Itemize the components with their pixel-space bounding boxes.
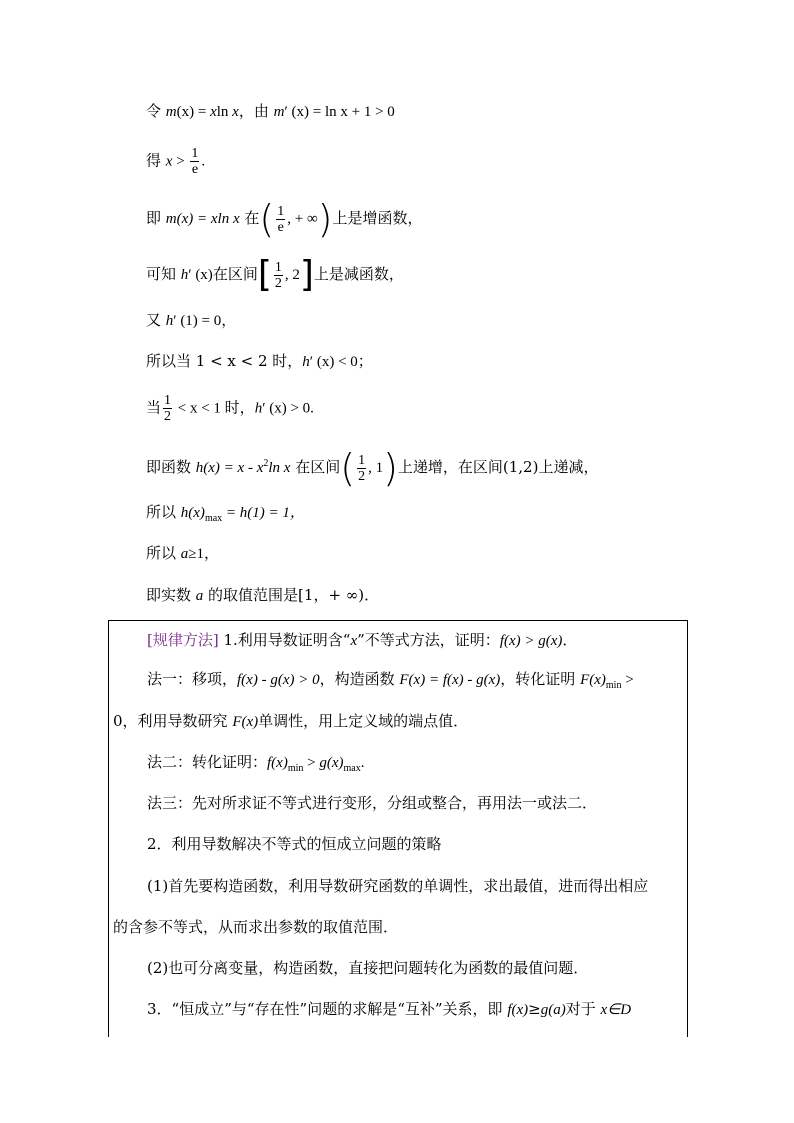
var-x: x — [350, 633, 358, 649]
method-line-5 — [147, 793, 597, 813]
text: 对于 — [565, 1000, 601, 1018]
fraction — [274, 260, 283, 291]
expression: f(x) > g(x) — [499, 633, 563, 649]
text: (x) = ln x + 1 > 0 — [287, 104, 395, 120]
text: (x) = — [176, 104, 211, 120]
left-paren: ( — [340, 446, 356, 490]
var-x: x — [165, 153, 173, 170]
right-paren: ) — [383, 446, 398, 490]
method-line-4 — [147, 752, 365, 779]
method-line-6 — [147, 834, 442, 854]
left-paren: ( — [259, 197, 275, 241]
text: ≥ — [528, 1000, 541, 1018]
solution-line-11 — [146, 585, 379, 606]
text: ，由 — [238, 102, 274, 120]
text: ”不等式方法，证明： — [357, 631, 500, 649]
subscript: min — [287, 763, 304, 774]
prime: ′ — [284, 104, 288, 120]
text: 的取值范围是[1，+ ∞)． — [203, 586, 380, 604]
prime: ′ — [309, 354, 314, 370]
var-a: a — [180, 546, 189, 562]
expression: h(x) = x - x — [195, 460, 264, 476]
fraction — [163, 393, 172, 424]
text: 单调性，用上定义域的端点值． — [258, 712, 469, 730]
text: , 2 — [284, 267, 300, 283]
method-line-9 — [147, 958, 588, 978]
text: > — [621, 672, 634, 688]
text: 即函数 — [146, 458, 196, 476]
text: 上是减函数， — [313, 265, 404, 283]
expression: h(x) — [180, 505, 205, 521]
prime: ′ — [173, 313, 177, 329]
text: 在区间 — [212, 265, 258, 283]
text: 3．“恒成立”与“存在性”问题的求解是“互补”关系，即 — [147, 1000, 508, 1018]
expression: m(x) = xln x — [165, 211, 240, 227]
solution-line-7 — [146, 393, 314, 424]
numerator: 1 — [358, 452, 366, 468]
numerator: 1 — [277, 203, 285, 219]
var-x: x — [232, 104, 239, 120]
text: , 1 — [368, 460, 384, 476]
method-line-2 — [147, 669, 634, 696]
text: 的含参不等式，从而求出参数的取值范围． — [113, 918, 399, 936]
solution-line-8 — [146, 446, 599, 490]
right-paren: ) — [317, 197, 333, 241]
text: 所以 — [146, 544, 181, 562]
subscript: max — [204, 513, 223, 524]
method-line-7 — [147, 876, 648, 896]
right-bracket: ] — [299, 254, 314, 295]
text: . — [360, 755, 365, 771]
solution-line-4 — [146, 256, 404, 294]
text: 得 — [146, 151, 166, 170]
text: (1)首先要构造函数，利用导数研究函数的单调性，求出最值，进而得出相应 — [147, 877, 649, 895]
subscript: max — [343, 763, 361, 774]
subscript: min — [605, 680, 622, 691]
solution-line-10 — [146, 543, 219, 564]
expression: f(x) — [507, 1002, 529, 1018]
text: ． — [562, 631, 578, 649]
denominator: e — [191, 162, 199, 177]
var-x: x — [600, 1002, 608, 1018]
solution-line-1 — [146, 101, 395, 122]
solution-line-2 — [146, 146, 205, 177]
fraction — [357, 453, 366, 484]
text: 又 — [146, 311, 166, 329]
text: 法二：转化证明： — [147, 753, 268, 771]
text: 在 — [239, 209, 260, 227]
text: 当 — [146, 398, 162, 417]
text: ，构造函数 — [319, 670, 400, 688]
var-h: h — [165, 313, 174, 329]
expression: F(x) = f(x) - g(x) — [399, 672, 501, 688]
expression: = h(1) = 1， — [222, 505, 305, 521]
var-h: h — [302, 354, 310, 370]
text: (x) — [191, 267, 213, 283]
solution-line-3 — [146, 197, 423, 241]
denominator: 2 — [164, 409, 172, 424]
text: 令 — [146, 102, 166, 120]
expression: f(x) - g(x) > 0 — [237, 672, 320, 688]
var-x: x — [210, 104, 217, 120]
text: 即 — [146, 209, 166, 227]
text: ，转化证明 — [500, 670, 581, 688]
text: ≥1， — [188, 546, 220, 562]
method-line-3 — [113, 711, 468, 732]
left-bracket: [ — [257, 254, 272, 295]
text: 法三：先对所求证不等式进行变形，分组或整合，再用法一或法二． — [147, 794, 598, 812]
denominator: 2 — [274, 275, 282, 291]
var-m: m — [273, 104, 285, 120]
expression: ln x — [268, 460, 291, 476]
text: 上递增，在区间(1,2)上递减， — [397, 458, 599, 476]
solution-line-5 — [146, 310, 236, 331]
text: , + ∞ — [287, 211, 318, 227]
expression: g(a) — [540, 1002, 566, 1018]
solution-line-6 — [146, 351, 373, 372]
text: < x < 1 时， — [174, 400, 255, 417]
prime: ′ — [188, 267, 192, 283]
expression: g(x) — [319, 755, 344, 771]
numerator: 1 — [191, 146, 199, 161]
prime: ′ — [262, 400, 266, 417]
denominator: 2 — [358, 468, 366, 484]
numerator: 1 — [274, 259, 282, 275]
solution-line-9 — [146, 502, 305, 529]
expression: f(x) — [267, 755, 288, 771]
text: 所以当 1 < x < 2 时， — [146, 352, 303, 370]
method-line-10 — [147, 999, 631, 1020]
expression: F(x) — [232, 714, 259, 730]
method-tag: [规律方法] — [147, 631, 219, 649]
text: (1) = 0， — [176, 313, 237, 329]
var-a: a — [195, 588, 204, 604]
method-box — [108, 620, 688, 1037]
fraction — [190, 146, 199, 177]
method-line-8 — [113, 917, 398, 937]
numerator: 1 — [164, 393, 172, 408]
text: 所以 — [146, 503, 181, 521]
text: 2．利用导数解决不等式的恒成立问题的策略 — [147, 835, 442, 853]
text: 即实数 — [146, 586, 196, 604]
text: 1.利用导数证明含“ — [218, 631, 351, 649]
var-m: m — [165, 104, 177, 120]
text: > — [172, 153, 189, 170]
text: (x) > 0. — [265, 400, 314, 417]
text: (2)也可分离变量，构造函数，直接把问题转化为函数的最值问题． — [147, 959, 589, 977]
text: 可知 — [146, 265, 181, 283]
var-h: h — [180, 267, 189, 283]
text: 法一：移项， — [147, 670, 238, 688]
method-line-1 — [147, 630, 577, 651]
expression: F(x) — [580, 672, 606, 688]
text: . — [201, 153, 206, 170]
fraction — [276, 204, 285, 235]
superscript: 2 — [263, 458, 269, 469]
text: ln — [216, 104, 233, 120]
text: 在区间 — [290, 458, 341, 476]
text: 上是增函数， — [332, 209, 423, 227]
text: (x) < 0； — [313, 354, 373, 370]
var-h: h — [254, 400, 263, 417]
denominator: e — [277, 219, 284, 235]
text: 0，利用导数研究 — [113, 712, 233, 730]
text: ∈D — [607, 1002, 632, 1018]
text: > — [303, 755, 320, 771]
